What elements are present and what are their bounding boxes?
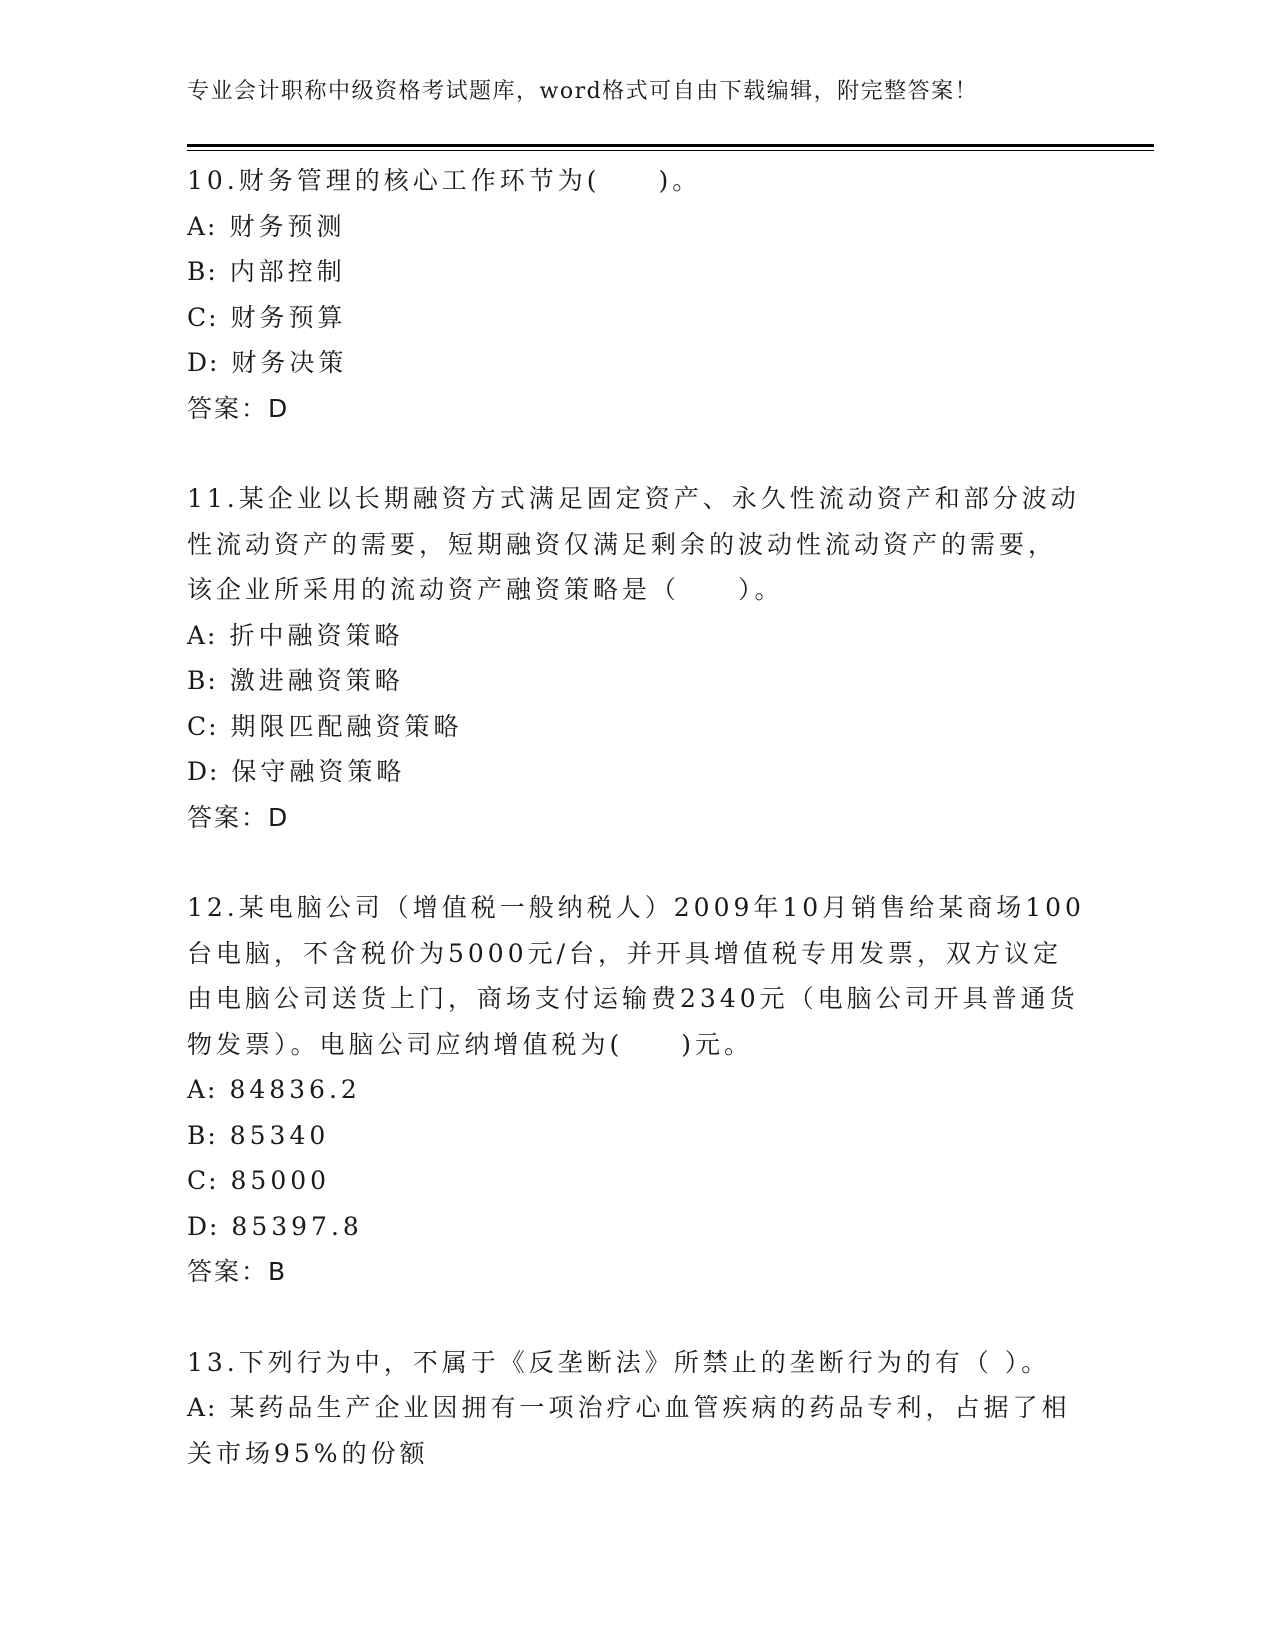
option-d [187, 749, 1087, 795]
option-a [187, 1385, 1087, 1431]
question-13 [187, 1340, 1087, 1477]
option-text: 某药品生产企业因拥有一项治疗心血管疾病的药品专利，占据了相 [229, 1393, 1071, 1422]
answer-label: 答案：D [187, 802, 290, 832]
header-rule-thin [187, 150, 1154, 151]
option-text: 保守融资策略 [231, 757, 406, 786]
option-text: 财务预测 [229, 211, 346, 241]
question-stem: 性流动资产的需要，短期融资仅满足剩余的波动性流动资产的需要， [187, 529, 1058, 559]
option-d [187, 1204, 1087, 1250]
option-text: 财务预算 [230, 302, 347, 332]
option-c [187, 704, 1087, 750]
option-text: 折中融资策略 [229, 620, 404, 650]
page-header: 专业会计职称中级资格考试题库，word格式可自由下载编辑，附完整答案！ [187, 79, 979, 104]
option-a-continuation: 关市场95%的份额 [187, 1438, 429, 1468]
option-letter: C: [187, 1166, 219, 1195]
option-letter: A: [187, 1393, 218, 1422]
question-stem: 12.某电脑公司（增值税一般纳税人）2009年10月销售给某商场100 [187, 893, 1085, 922]
option-a [187, 613, 1087, 659]
option-letter: B: [187, 257, 218, 286]
question-list [187, 158, 1087, 1521]
option-text: 85000 [230, 1166, 331, 1195]
option-letter: C: [187, 302, 219, 332]
option-text: 内部控制 [229, 257, 346, 286]
option-text: 激进融资策略 [229, 666, 404, 695]
option-c [187, 1158, 1087, 1204]
question-stem: 10.财务管理的核心工作环节为( )。 [187, 166, 702, 195]
option-letter: D: [187, 348, 220, 377]
option-text: 84836.2 [229, 1075, 361, 1104]
answer-label: 答案：B [187, 1257, 288, 1286]
question-stem: 13.下列行为中，不属于《反垄断法》所禁止的垄断行为的有（ ）。 [187, 1347, 1051, 1377]
header-rule-thick [187, 144, 1154, 147]
option-letter: D: [187, 757, 220, 786]
option-b [187, 1113, 1087, 1159]
option-text: 期限匹配融资策略 [230, 711, 463, 741]
question-11 [187, 476, 1087, 840]
question-10 [187, 158, 1087, 431]
option-b [187, 249, 1087, 295]
question-stem: 物发票）。电脑公司应纳增值税为( )元。 [187, 1029, 754, 1059]
option-text: 财务决策 [231, 348, 348, 377]
option-a [187, 1067, 1087, 1113]
option-a [187, 204, 1087, 250]
option-text: 85397.8 [231, 1211, 363, 1241]
option-letter: A: [187, 1075, 218, 1104]
question-stem: 11.某企业以长期融资方式满足固定资产、永久性流动资产和部分波动 [187, 484, 1080, 513]
question-stem: 该企业所采用的流动资产融资策略是（ ）。 [187, 575, 784, 604]
option-letter: A: [187, 211, 218, 241]
question-stem: 台电脑，不含税价为5000元/台，并开具增值税专用发票，双方议定 [187, 938, 1063, 968]
option-d [187, 340, 1087, 386]
option-letter: B: [187, 666, 218, 695]
question-stem: 由电脑公司送货上门，商场支付运输费2340元（电脑公司开具普通货 [187, 984, 1079, 1013]
answer-label: 答案：D [187, 393, 290, 423]
option-b [187, 658, 1087, 704]
option-letter: A: [187, 620, 218, 650]
option-letter: C: [187, 711, 219, 741]
option-letter: B: [187, 1120, 218, 1150]
option-text: 85340 [229, 1120, 330, 1150]
question-12 [187, 885, 1087, 1295]
option-c [187, 295, 1087, 341]
option-letter: D: [187, 1211, 220, 1241]
